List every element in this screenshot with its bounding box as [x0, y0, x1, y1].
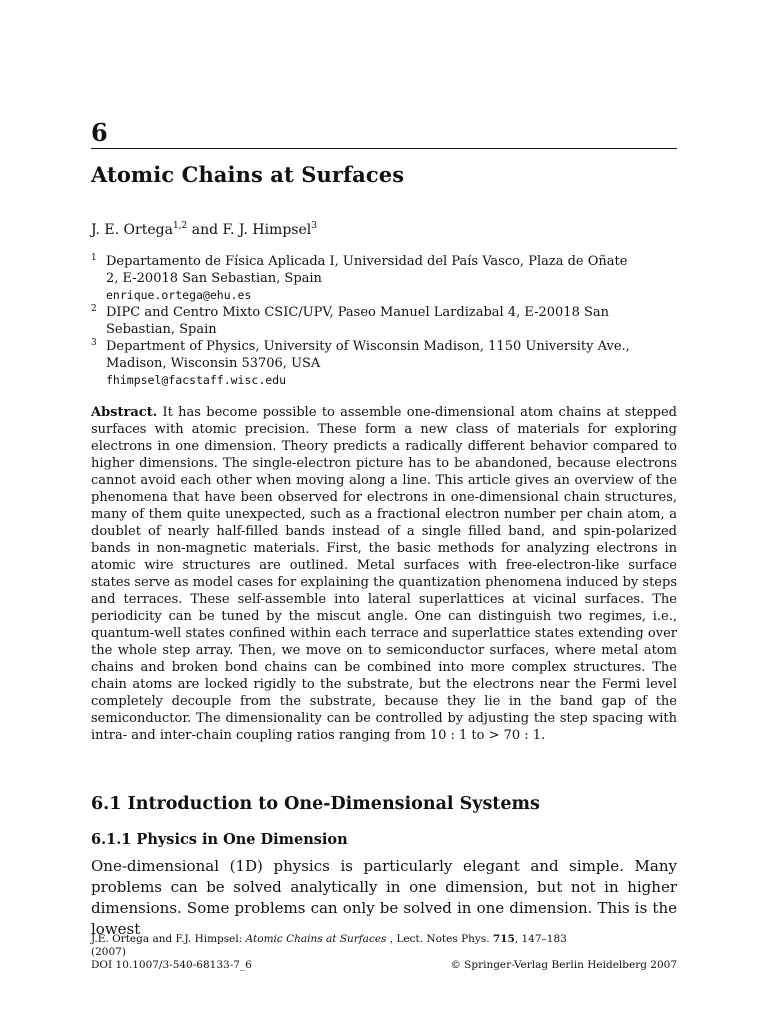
affiliation-line: Department of Physics, University of Wisconsin Madison, 1150 University Ave.,: [106, 339, 630, 354]
affiliations: [91, 253, 677, 389]
abstract-label: Abstract.: [91, 405, 158, 420]
abstract-text: It has become possible to assemble one-dimensional atom chains at stepped surfaces with atomic precision. These form a new class of materials for exploring electrons in one dimension. Theory predicts a radically different behavior compared to higher dimensions. The single-electron picture has to be abandoned, because electrons cannot avoid each other when moving along a line. This article gives an overview of the phenomena that have been observed for electrons in one-dimensional chain structures, many of them quite unexpected, such as a fractional electron number per chain atom, a doublet of nearly half-filled bands instead of a single filled band, and spin-polarized bands in non-magnetic materials. First, the basic methods for analyzing electrons in atomic wire structures are outlined. Metal surfaces with free-electron-like surface states serve as model cases for explaining the quantization phenomena induced by steps and terraces. These self-assemble into lateral superlattices at vicinal surfaces. The periodicity can be tuned by the miscut angle. One can distinguish two regimes, i.e., quantum-well states confined within each terrace and superlattice states extending over the whole step array. Then, we move on to semiconductor surfaces, where metal atom chains and broken bond chains can be combined into more complex structures. The chain atoms are locked rigidly to the substrate, but the electrons near the Fermi level completely decouple from the substrate, because they lie in the band gap of the semiconductor. The dimensionality can be controlled by adjusting the step spacing with intra- and inter-chain coupling ratios ranging from 10 : 1 to > 70 : 1.: [91, 405, 677, 743]
affiliation-marker: 3: [91, 338, 97, 348]
author-1: J. E. Ortega: [91, 222, 173, 238]
footer-citation: [91, 933, 677, 972]
author-and: and: [191, 222, 219, 238]
abstract: [91, 404, 677, 744]
citation-pages: , 147–183: [514, 933, 567, 945]
email-link[interactable]: fhimpsel@facstaff.wisc.edu: [106, 373, 287, 387]
subsection-heading: 6.1.1 Physics in One Dimension: [91, 831, 348, 848]
author-2-affil-marks: 3: [311, 221, 317, 231]
email-link[interactable]: enrique.ortega@ehu.es: [106, 288, 252, 302]
section-heading: 6.1 Introduction to One-Dimensional Systems: [91, 794, 540, 814]
citation-line: [91, 933, 677, 946]
citation-series: , Lect. Notes Phys.: [389, 933, 490, 945]
citation-year: (2007): [91, 946, 126, 958]
affiliation-1: [91, 253, 677, 304]
doi-link[interactable]: DOI 10.1007/3-540-68133-7_6: [91, 959, 252, 971]
chapter-rule: [91, 148, 677, 149]
affiliation-line: DIPC and Centro Mixto CSIC/UPV, Paseo Manuel Lardizabal 4, E-20018 San: [106, 305, 609, 320]
affiliation-marker: 2: [91, 304, 97, 314]
citation-authors: J.E. Ortega and F.J. Himpsel:: [91, 933, 243, 945]
affiliation-2: [91, 304, 677, 338]
citation-volume: 715: [492, 933, 515, 945]
citation-title: Atomic Chains at Surfaces: [245, 933, 387, 945]
affiliation-line: 2, E-20018 San Sebastian, Spain: [106, 271, 322, 286]
affiliation-line: Sebastian, Spain: [106, 322, 217, 337]
author-1-affil-marks: 1,2: [172, 221, 188, 231]
copyright-notice: © Springer-Verlag Berlin Heidelberg 2007: [450, 959, 677, 971]
affiliation-line: Departamento de Física Aplicada I, Universidad del País Vasco, Plaza de Oñate: [106, 254, 628, 269]
author-2: F. J. Himpsel: [222, 222, 312, 238]
body-paragraph: One-dimensional (1D) physics is particularly elegant and simple. Many problems can be solved analytically in one dimension, but not in higher dimensions. Some problems can only be solved in one dimension. This is the lowest: [91, 857, 677, 938]
author-line: [91, 222, 317, 238]
affiliation-3: [91, 338, 677, 389]
chapter-title: Atomic Chains at Surfaces: [91, 162, 405, 187]
affiliation-line: Madison, Wisconsin 53706, USA: [106, 356, 321, 371]
chapter-number: 6: [91, 118, 108, 147]
affiliation-marker: 1: [91, 253, 97, 263]
